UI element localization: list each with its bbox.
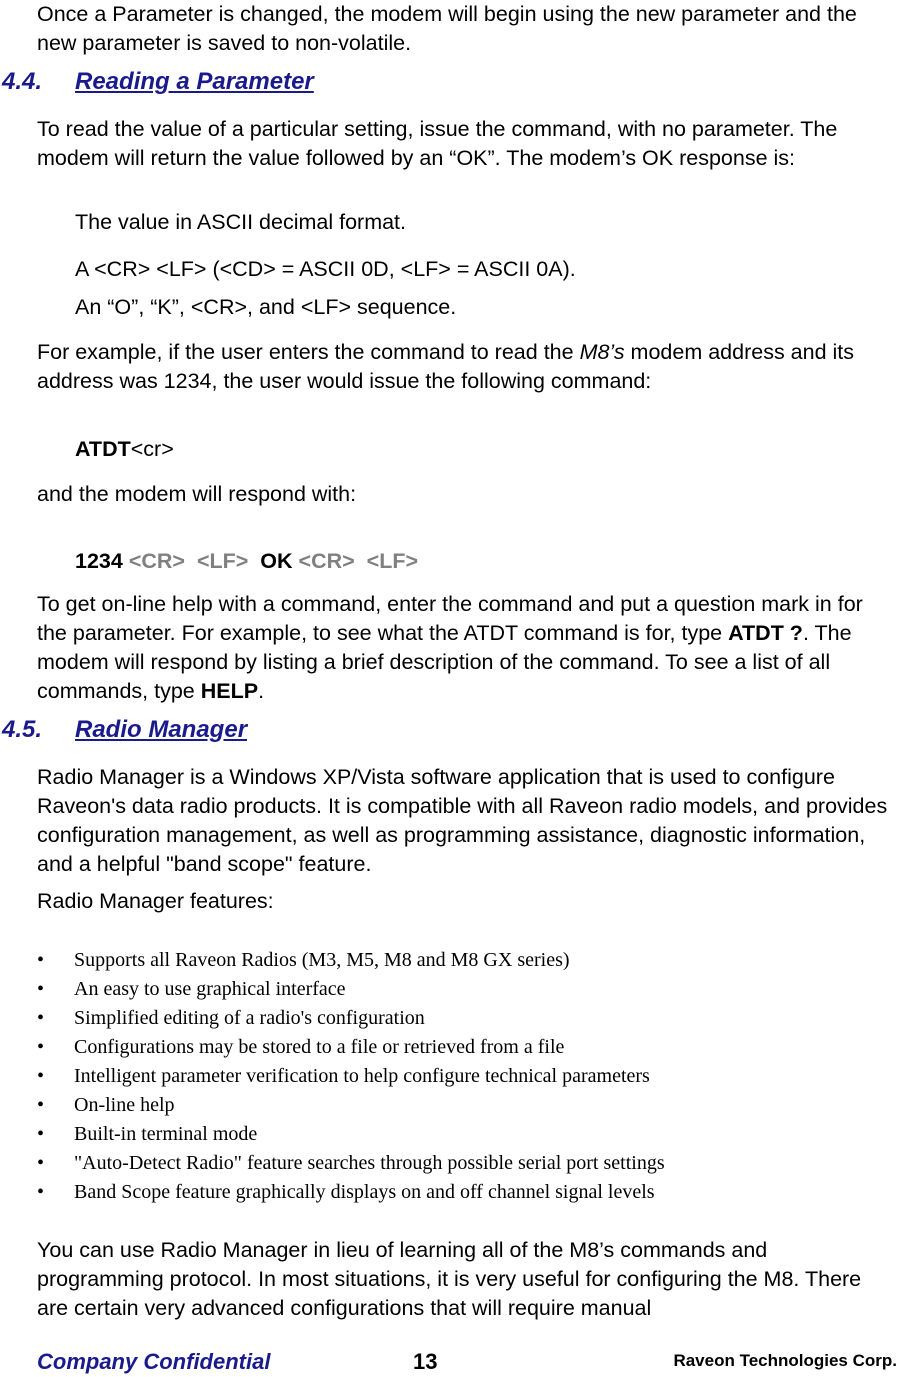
section-number: 4.4.: [2, 68, 43, 95]
section-heading-reading-parameter: [2, 68, 314, 96]
company-name: Raveon Technologies Corp.: [673, 1351, 897, 1370]
model-name: M8’s: [579, 340, 625, 364]
bullet-icon: •: [37, 1007, 45, 1029]
list-item: • Band Scope feature graphically displays on and off channel signal levels: [37, 1178, 665, 1207]
example-paragraph: For example, if the user enters the command to read the M8’s modem address and its address was 1234, the user would issue the following command:: [37, 340, 855, 393]
response-value: 1234: [75, 549, 123, 573]
list-item: • Supports all Raveon Radios (M3, M5, M8 and M8 GX series): [37, 946, 665, 975]
response-item-cr-lf: A <CR> <LF> (<CD> = ASCII 0D, <LF> = ASCII 0A).: [75, 257, 576, 281]
command-example: ATDT<cr>: [75, 437, 174, 461]
response-cr: <CR>: [128, 549, 185, 573]
closing-paragraph: You can use Radio Manager in lieu of learning all of the M8’s commands and programming protocol. In most situations, it is very useful for configuring the M8. There are certain very advanced configurations that will require manual: [37, 1238, 862, 1320]
confidential-label: Company Confidential: [37, 1349, 271, 1374]
section-title: Radio Manager: [75, 716, 248, 743]
response-lf: <LF>: [196, 549, 249, 573]
bullet-icon: •: [37, 949, 45, 971]
bullet-icon: •: [37, 1123, 45, 1145]
help-command: ATDT ?: [728, 621, 803, 645]
list-item: • Configurations may be stored to a file or retrieved from a file: [37, 1033, 665, 1062]
page-number: 13: [413, 1349, 438, 1374]
help-keyword: HELP: [200, 679, 259, 703]
bullet-icon: •: [37, 1181, 45, 1203]
response-ok: OK: [260, 549, 293, 573]
list-item: • On-line help: [37, 1091, 665, 1120]
help-paragraph: To get on-line help with a command, enter the command and put a question mark in for the parameter. For example, to see what the ATDT command is for, type ATDT ?. The modem will respond by listing a brief description of the command. To see a list of all commands, type HELP.: [37, 592, 863, 703]
section-heading-radio-manager: [2, 716, 247, 744]
section-number: 4.5.: [2, 716, 43, 743]
page-footer: [37, 1349, 897, 1377]
response-item-value: The value in ASCII decimal format.: [75, 210, 407, 234]
reading-intro-paragraph: To read the value of a particular setting, issue the command, with no parameter. The modem will return the value followed by an “OK”. The modem’s OK response is:: [37, 117, 838, 170]
intro-paragraph: Once a Parameter is changed, the modem will begin using the new parameter and the new parameter is saved to non-volatile.: [37, 2, 857, 55]
response-item-ok-sequence: An “O”, “K”, <CR>, and <LF> sequence.: [75, 295, 457, 319]
list-item: • Built-in terminal mode: [37, 1120, 665, 1149]
bullet-icon: •: [37, 1094, 45, 1116]
list-item: • Simplified editing of a radio's configuration: [37, 1004, 665, 1033]
features-list: [37, 946, 665, 1207]
bullet-icon: •: [37, 978, 45, 1000]
section-title: Reading a Parameter: [75, 68, 314, 95]
bullet-icon: •: [37, 1036, 45, 1058]
response-example: [75, 547, 895, 576]
respond-intro: and the modem will respond with:: [37, 482, 357, 506]
features-label: Radio Manager features:: [37, 889, 274, 913]
bullet-icon: •: [37, 1065, 45, 1087]
command-keyword: ATDT: [75, 437, 131, 461]
bullet-icon: •: [37, 1152, 45, 1174]
list-item: • Intelligent parameter verification to help configure technical parameters: [37, 1062, 665, 1091]
list-item: • An easy to use graphical interface: [37, 975, 665, 1004]
radio-manager-paragraph: Radio Manager is a Windows XP/Vista software application that is used to configure Raveon's data radio products. It is compatible with all Raveon radio models, and provides configuration management, as well as programming assistance, diagnostic information, and a helpful "band scope" feature.: [37, 765, 888, 876]
response-cr: <CR>: [298, 549, 355, 573]
response-lf: <LF>: [366, 549, 419, 573]
list-item: • "Auto-Detect Radio" feature searches through possible serial port settings: [37, 1149, 665, 1178]
